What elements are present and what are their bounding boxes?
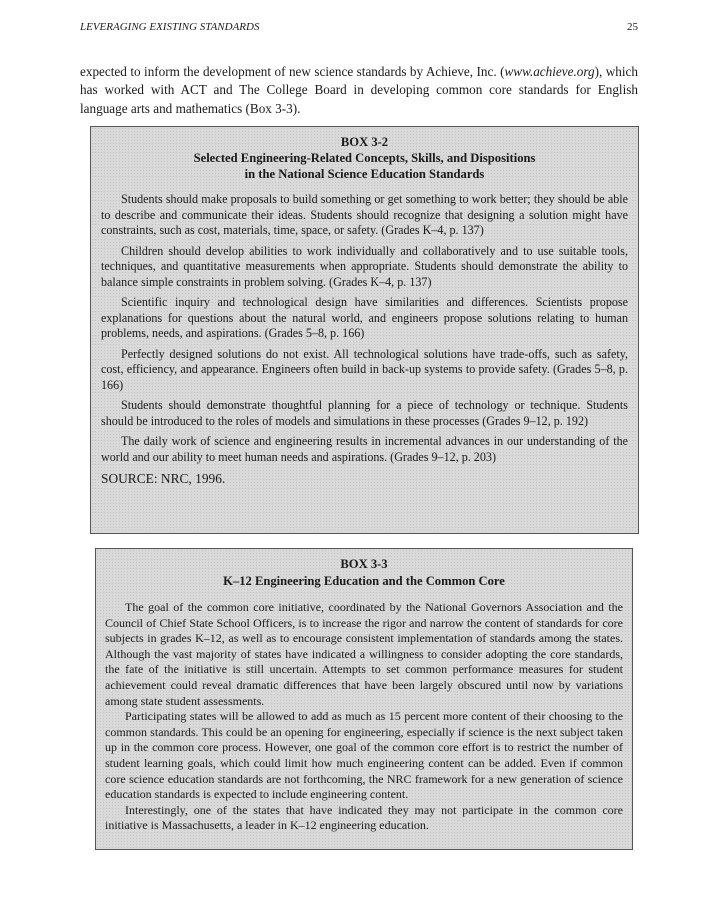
box-3-2-title-line1: Selected Engineering-Related Concepts, Skills, and Dispositions [193,151,536,165]
box-3-2-paragraph-5: Students should demonstrate thoughtful planning for a piece of technology or technique. Students should be introduced to the roles of models and simulations in these processes (Grades 9–12, p. 192) [101,398,628,428]
box-3-2-paragraph-6: The daily work of science and engineering results in incremental advances in our understanding of the world and our ability to meet human needs and aspirations. (Grades 9–12, p. 203) [101,434,628,464]
intro-text-after-link: ), which has worked with ACT and The College Board in developing common core standards for English language arts and mathematics (Box 3-3). [80,64,638,116]
intro-text-before-link: expected to inform the development of new science standards by Achieve, Inc. ( [80,64,505,79]
achieve-link[interactable]: www.achieve.org [504,64,595,79]
box-3-3-paragraph-1: The goal of the common core initiative, coordinated by the National Governors Association and the Council of Chief State School Officers, is to increase the rigor and narrow the content of standards for core subjects in grades K–12, as well as to encourage consistent implementation of standards among the states. Although the vast majority of states have indicated a willingness to consider adopting the core standards, the fate of the initiative is still uncertain. Attempts to set common performance measures for student achievement could reveal dramatic differences that have been largely obscured until now by variations among state student assessments. [105,600,623,708]
box-3-2-source: SOURCE: NRC, 1996. [101,471,226,486]
box-3-2-title-line2: in the National Science Education Standards [244,167,485,181]
box-3-3-paragraph-3: Interestingly, one of the states that have indicated they may not participate in the common core initiative is Massachusetts, a leader in K–12 engineering education. [105,802,623,833]
box-3-2-title [101,150,628,182]
box-3-3 [95,548,633,850]
box-3-3-title: K–12 Engineering Education and the Common Core [223,574,505,588]
box-3-2-paragraph-4: Perfectly designed solutions do not exist. All technological solutions have trade-offs, such as safety, cost, efficiency, and appearance. Engineers often build in back-up systems to provide safety. (Grades 5–8, p. 166) [101,346,628,392]
box-3-3-paragraph-2: Participating states will be allowed to add as much as 15 percent more content of their choosing to the common standards. This could be an opening for engineering, especially if science is the next subject taken up in the common core process. However, one goal of the common core effort is to restrict the number of student learning goals, which could limit how much engineering content can be added. Even if common core science education standards are not forthcoming, the NRC framework for a new generation of science education standards is expected to include engineering content. [105,709,623,802]
intro-paragraph [80,63,638,118]
running-head [80,21,638,37]
running-head-title: LEVERAGING EXISTING STANDARDS [80,21,260,33]
box-3-2-paragraph-2: Children should develop abilities to work individually and collaboratively and to use suitable tools, techniques, and quantitative measurements when appropriate. Students should demonstrate the ability to balance simple constraints in problem solving. (Grades K–4, p. 137) [101,243,628,289]
page-number: 25 [627,21,638,33]
box-3-2-paragraph-1: Students should make proposals to build something or get something to work better; they should be able to describe and communicate their ideas. Students should recognize that designing a solution might have constraints, such as cost, materials, time, space, or safety. (Grades K–4, p. 137) [101,192,628,237]
box-3-2 [90,126,639,534]
box-3-3-label: BOX 3-3 [340,557,388,571]
box-3-2-label: BOX 3-2 [340,135,389,149]
box-3-2-paragraph-3: Scientific inquiry and technological design have similarities and differences. Scientists propose explanations for questions about the natural world, and engineers propose solutions relating to human problems, needs, and aspirations. (Grades 5–8, p. 166) [101,295,628,340]
